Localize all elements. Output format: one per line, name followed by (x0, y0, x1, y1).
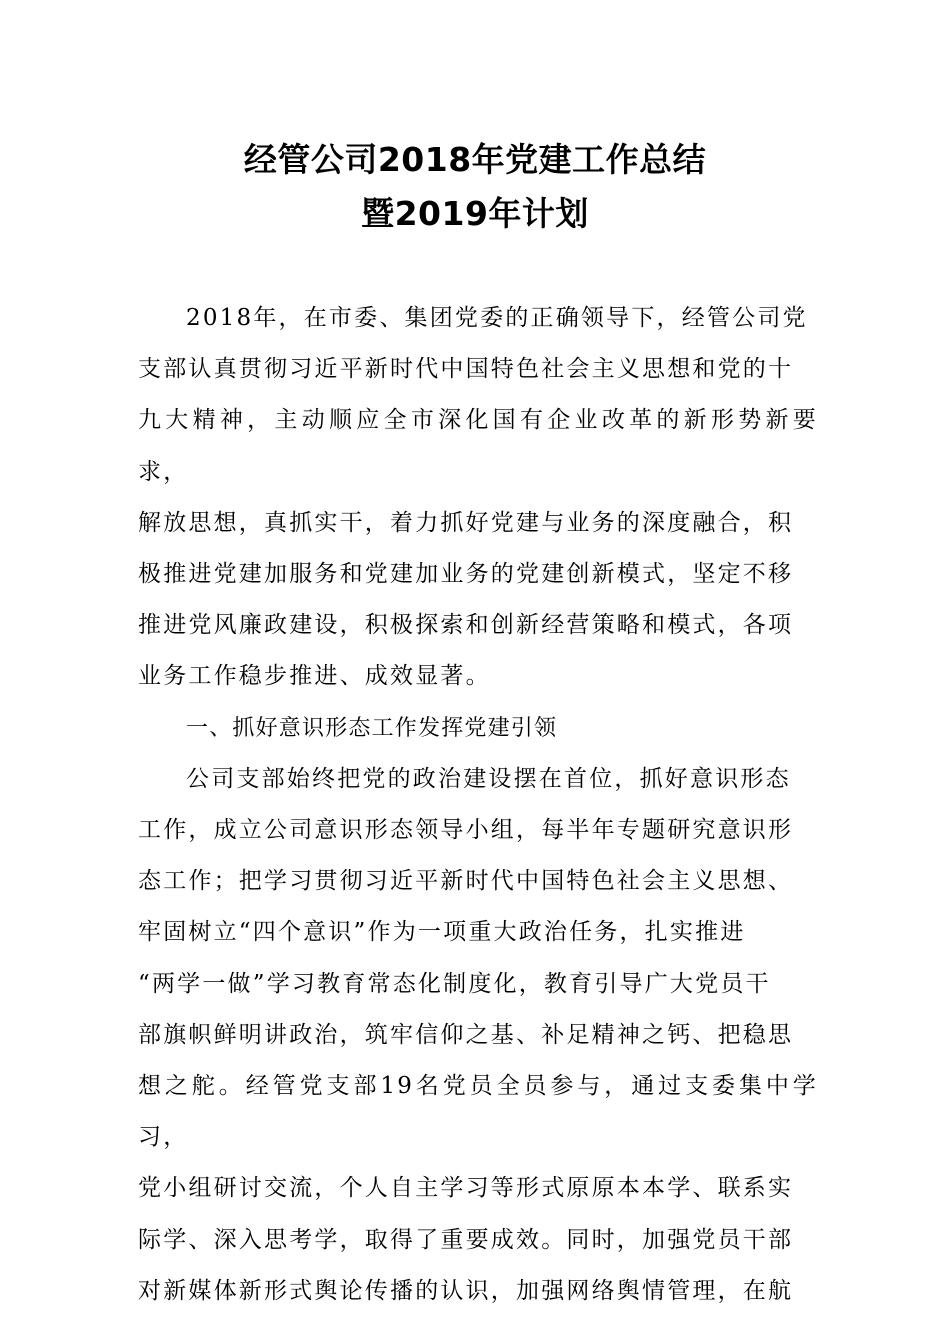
section-1-line: 部旗帜鲜明讲政治，筑牢信仰之基、补足精神之钙、把稳思 (138, 1021, 794, 1048)
section-1-paragraph (138, 754, 818, 1317)
intro-line: 极推进党建加服务和党建加业务的党建创新模式，坚定不移 (138, 561, 794, 588)
section-1-line: 态工作；把学习贯彻习近平新时代中国特色社会主义思想、 (138, 868, 794, 895)
section-1-line: 公司支部始终把党的政治建设摆在首位，抓好意识形态 (186, 765, 791, 792)
section-1-line: “两学一做”学习教育常态化制度化，教育引导广大党员干 (138, 970, 771, 997)
intro-line: 业务工作稳步推进、成效显著。 (138, 663, 491, 690)
intro-line: 解放思想，真抓实干，着力抓好党建与业务的深度融合，积 (138, 509, 794, 536)
document-title-line-1: 经管公司2018年党建工作总结 (243, 140, 707, 179)
document-title-line-2: 暨2019年计划 (361, 194, 589, 233)
intro-line: 九大精神，主动顺应全市深化国有企业改革的新形势新要求， (138, 407, 818, 485)
document-body (138, 293, 818, 1317)
section-1-line: 工作，成立公司意识形态领导小组，每半年专题研究意识形 (138, 817, 794, 844)
section-1-line: 际学、深入思考学，取得了重要成效。同时，加强党员干部 (138, 1226, 794, 1253)
section-1-line: 牢固树立“四个意识”作为一项重大政治任务，扎实推进 (138, 919, 746, 946)
intro-line: 推进党风廉政建设，积极探索和创新经营策略和模式，各项 (138, 612, 794, 639)
intro-paragraph (138, 293, 818, 703)
section-1-heading: 一、抓好意识形态工作发挥党建引领 (186, 715, 558, 741)
section-1-line: 想之舵。经管党支部19名党员全员参与，通过支委集中学习， (138, 1073, 818, 1151)
section-1-line: 对新媒体新形式舆论传播的认识，加强网络舆情管理，在航 (138, 1277, 794, 1304)
intro-line: 支部认真贯彻习近平新时代中国特色社会主义思想和党的十 (138, 356, 794, 383)
section-1-line: 党小组研讨交流，个人自主学习等形式原原本本学、联系实 (138, 1175, 794, 1202)
intro-line: 2018年，在市委、集团党委的正确领导下，经管公司党 (186, 305, 808, 331)
